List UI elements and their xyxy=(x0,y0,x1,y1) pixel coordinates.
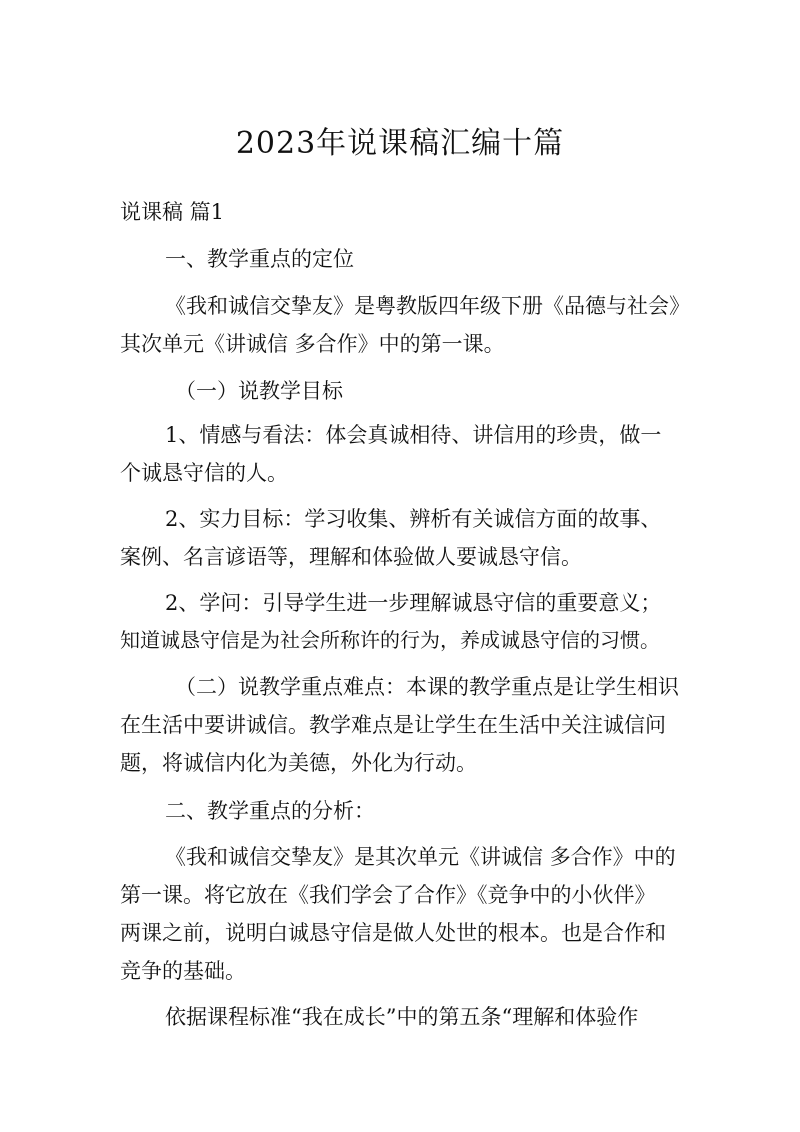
paragraph-line: 2、学问：引导学生进一步理解诚恳守信的重要意义； xyxy=(165,591,662,615)
heading-2: 二、教学重点的分析： xyxy=(165,799,375,823)
paragraph-line: 其次单元《讲诚信 多合作》中的第一课。 xyxy=(120,332,505,356)
heading-1: 一、教学重点的定位 xyxy=(165,247,354,271)
paragraph-line: 竞争的基础。 xyxy=(120,959,246,983)
subheading: （一）说教学目标 xyxy=(175,379,343,403)
paragraph-line: 第一课。将它放在《我们学会了合作》《竞争中的小伙伴》 xyxy=(120,883,656,907)
paragraph-line: （二）说教学重点难点：本课的教学重点是让学生相识 xyxy=(175,675,679,699)
paragraph-line: 个诚恳守信的人。 xyxy=(120,461,288,485)
paragraph-line: 依据课程标准“我在成长”中的第五条“理解和体验作 xyxy=(165,1005,639,1029)
document-title: 2023年说课稿汇编十篇 xyxy=(235,126,565,161)
paragraph-line: 1、情感与看法：体会真诚相待、讲信用的珍贵，做一 xyxy=(165,423,662,447)
paragraph-line: 题，将诚信内化为美德，外化为行动。 xyxy=(120,751,477,775)
paragraph-line: 《我和诚信交挚友》是粤教版四年级下册《品德与社会》 xyxy=(165,294,690,318)
paragraph-line: 在生活中要讲诚信。教学难点是让学生在生活中关注诚信问 xyxy=(120,713,666,737)
paragraph-line: 两课之前，说明白诚恳守信是做人处世的根本。也是合作和 xyxy=(120,921,666,945)
paragraph-line: 知道诚恳守信是为社会所称许的行为，养成诚恳守信的习惯。 xyxy=(120,628,660,652)
paragraph-line: 案例、名言谚语等，理解和体验做人要诚恳守信。 xyxy=(120,545,582,569)
paragraph-line: 2、实力目标：学习收集、辨析有关诚信方面的故事、 xyxy=(165,507,662,531)
section-heading: 说课稿 篇1 xyxy=(120,200,225,224)
paragraph-line: 《我和诚信交挚友》是其次单元《讲诚信 多合作》中的 xyxy=(165,845,676,869)
